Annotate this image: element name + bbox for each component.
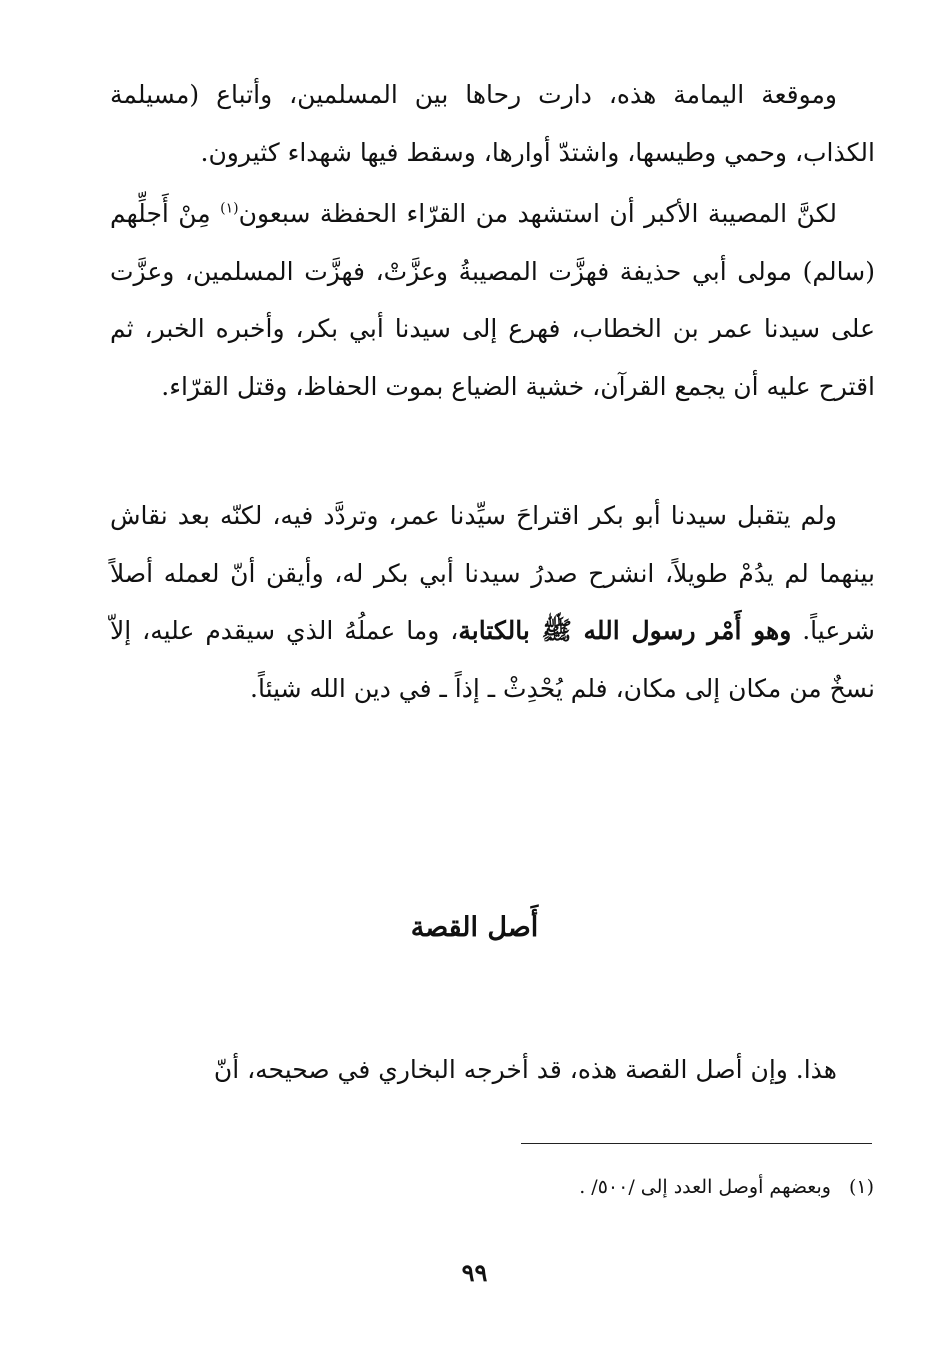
footnote-text: وبعضهم أوصل العدد إلى /٥٠٠/ . [579, 1176, 831, 1198]
footnote-separator [521, 1143, 872, 1144]
footnote-number: (١) [848, 1176, 874, 1198]
paragraph-yamama [110, 66, 875, 181]
paragraph-origin-text: هذا. وإن أصل القصة هذه، قد أخرجه البخاري في صحيحه، أنّ [213, 1055, 837, 1084]
page-number: ٩٩ [461, 1258, 488, 1287]
paragraph-reciters-text-start: لكنَّ المصيبة الأكبر أن استشهد من القرّاء الحفظة سبعون [238, 199, 838, 228]
paragraph-reciters [110, 185, 875, 415]
paragraph-abu-bakr-text-rest: ، وما عملُهُ الذي سيقدم عليه، إلاّ نسخٌ من مكان إلى مكان، فلم يُحْدِثْ ـ إذاً ـ في دين الله شيئاً. [110, 616, 875, 703]
footnote-reference[interactable]: (١) [220, 200, 239, 217]
paragraph-reciters-text-rest: مِنْ أَجلِّهم (سالم) مولى أبي حذيفة فهزَّت المصيبةُ وعزَّتْ، فهزَّت المسلمين، وعزَّت على سيدنا عمر بن الخطاب، فهرع إلى سيدنا أبي بكر، وأخبره الخبر، ثم اقترح عليه أن يجمع القرآن، خشية الضياع بموت الحفاظ، وقتل القرّاء. [110, 199, 875, 401]
paragraph-abu-bakr-text-start: ولم يتقبل سيدنا أبو بكر اقتراحَ سيِّدنا عمر، وتردَّد فيه، لكنّه بعد نقاش بينهما لم يدُمْ طويلاً، انشرح صدرُ سيدنا أبي بكر له، وأيقن أنّ لعمله أصلاً شرعياً. [110, 501, 876, 645]
paragraph-origin [110, 1041, 875, 1099]
footnote [274, 1176, 874, 1198]
section-heading: أَصل القصة [410, 912, 539, 943]
bold-emphasis: وهو أَمْر رسول الله ﷺ بالكتابة [458, 616, 792, 645]
paragraph-yamama-text: وموقعة اليمامة هذه، دارت رحاها بين المسلمين، وأتباع (مسيلمة الكذاب، وحمي وطيسها، واشتدّ أوارها، وسقط فيها شهداء كثيرون. [110, 80, 875, 167]
paragraph-abu-bakr [110, 487, 875, 717]
